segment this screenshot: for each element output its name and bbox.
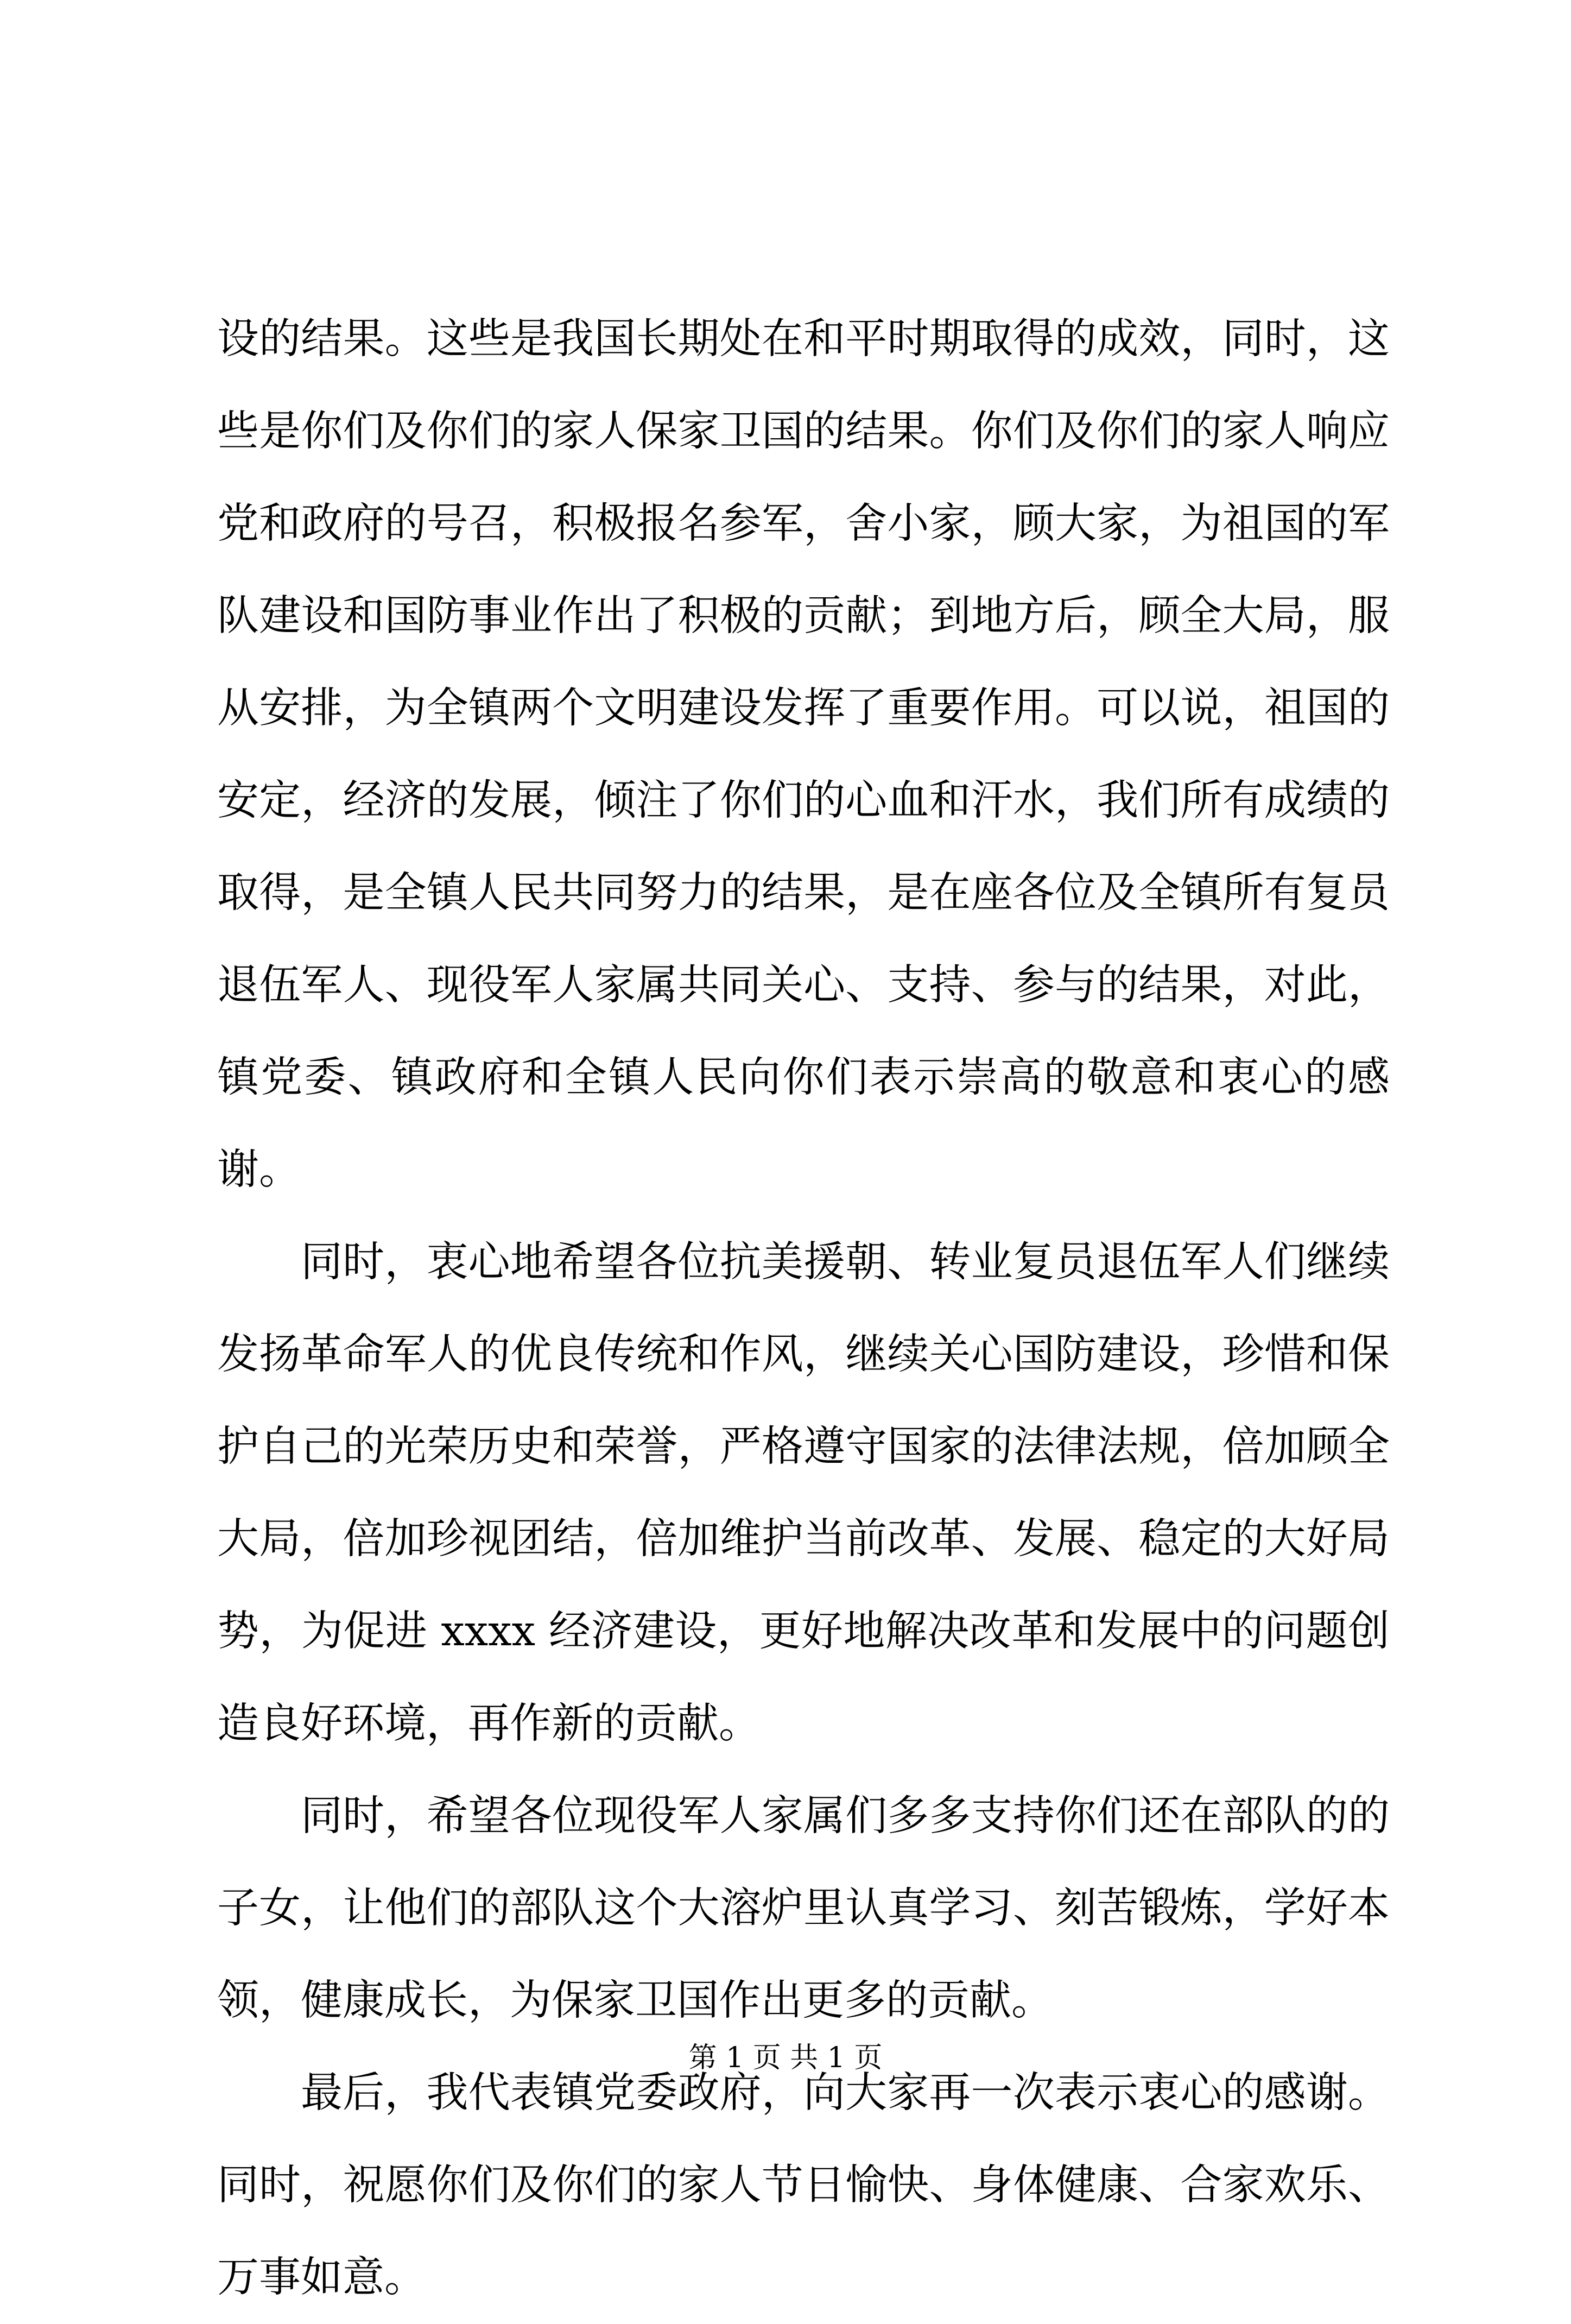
paragraph-continuation: 设的结果。这些是我国长期处在和平时期取得的成效，同时，这些是你们及你们的家人保家卫国的结果。你们及你们的家人响应党和政府的号召，积极报名参军，舍小家，顾大家，为祖国的军队建设和国防事业作出了积极的贡献；到地方后，顾全大局，服从安排，为全镇两个文明建设发挥了重要作用。可以说，祖国的安定，经济的发展，倾注了你们的心血和汗水，我们所有成绩的取得，是全镇人民共同努力的结果，是在座各位及全镇所有复员退伍军人、现役军人家属共同关心、支持、参与的结果，对此，镇党委、镇政府和全镇人民向你们表示崇高的敬意和衷心的感谢。 xyxy=(217,315,1390,1194)
page-number-footer: 第 1 页 共 1 页 xyxy=(688,2042,883,2074)
document-body xyxy=(217,293,1390,2324)
paragraph-closing: 最后，我代表镇党委政府，向大家再一次表示衷心的感谢。同时，祝愿你们及你们的家人节日愉快、身体健康、合家欢乐、万事如意。 xyxy=(217,2069,1390,2302)
paragraph-veterans-wishes: 同时，衷心地希望各位抗美援朝、转业复员退伍军人们继续发扬革命军人的优良传统和作风，继续关心国防建设，珍惜和保护自己的光荣历史和荣誉，严格遵守国家的法律法规，倍加顾全大局，倍加珍视团结，倍加维护当前改革、发展、稳定的大好局势，为促进 xxxx 经济建设，更好地解决改革和发展中的问题创造良好环境，再作新的贡献。 xyxy=(217,1238,1390,1748)
paragraph-family-wishes: 同时，希望各位现役军人家属们多多支持你们还在部队的的子女，让他们的部队这个大溶炉里认真学习、刻苦锻炼，学好本领，健康成长，为保家卫国作出更多的贡献。 xyxy=(217,1792,1390,2025)
